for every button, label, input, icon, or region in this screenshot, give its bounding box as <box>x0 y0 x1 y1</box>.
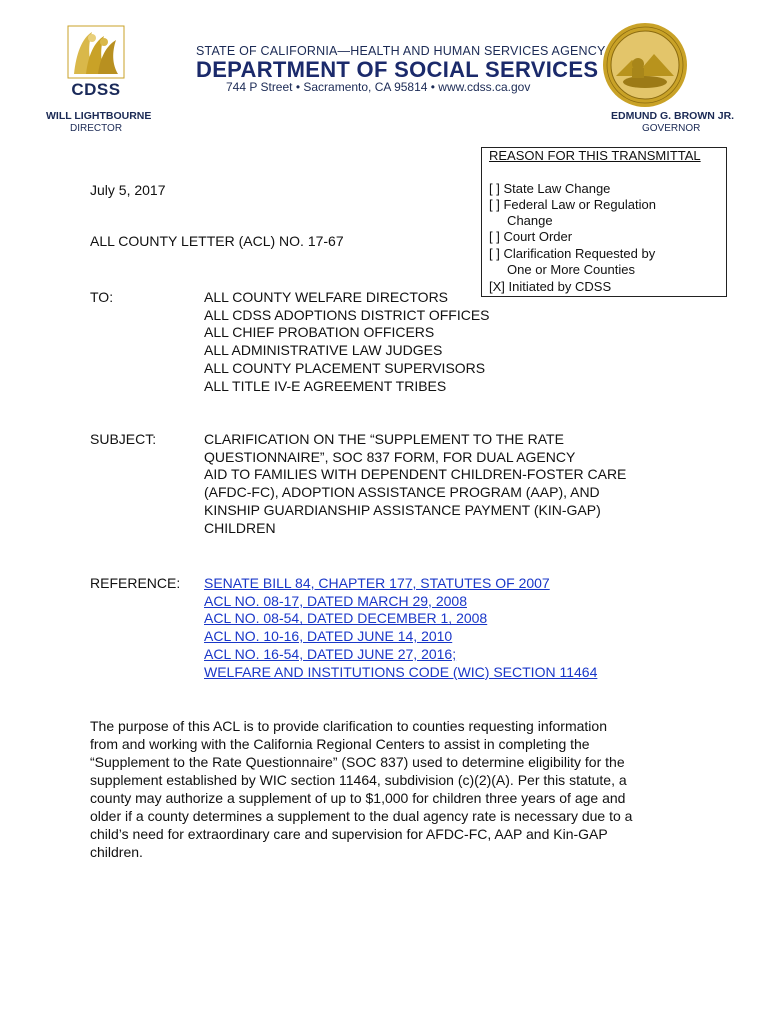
subject-label: SUBJECT: <box>90 431 157 447</box>
governor-name: EDMUND G. BROWN JR. <box>611 110 735 122</box>
subject-line: CLARIFICATION ON THE “SUPPLEMENT TO THE RATE <box>204 431 564 447</box>
director-name: WILL LIGHTBOURNE <box>46 110 152 122</box>
paragraph-line: The purpose of this ACL is to provide clarification to counties requesting information <box>90 718 607 734</box>
recipient-item: ALL COUNTY WELFARE DIRECTORS <box>204 289 449 305</box>
reason-item: Change <box>489 213 553 228</box>
director-title: DIRECTOR <box>70 123 123 134</box>
subject-line: QUESTIONNAIRE”, SOC 837 FORM, FOR DUAL AGENCY <box>204 448 576 465</box>
to-label: TO: <box>90 289 114 305</box>
subject-line: CHILDREN <box>204 519 276 536</box>
reason-item: [ ] Federal Law or Regulation <box>489 197 656 212</box>
reason-item: One or More Counties <box>489 262 635 277</box>
paragraph-line: child’s need for extraordinary care and supervision for AFDC-FC, AAP and Kin-GAP <box>90 826 608 842</box>
governor-title: GOVERNOR <box>642 123 701 134</box>
recipient-item: ALL COUNTY PLACEMENT SUPERVISORS <box>204 359 486 376</box>
paragraph-line: from and working with the California Regional Centers to assist in completing the <box>90 736 590 752</box>
subject-line: (AFDC-FC), ADOPTION ASSISTANCE PROGRAM (AAP), AND <box>204 484 600 501</box>
subject-line: AID TO FAMILIES WITH DEPENDENT CHILDREN-FOSTER CARE <box>204 466 627 483</box>
body-paragraph <box>90 717 680 861</box>
reference-link-acl-10-16[interactable]: ACL NO. 10-16, DATED JUNE 14, 2010 <box>204 628 453 645</box>
subject-text <box>204 431 674 537</box>
recipient-item: ALL CDSS ADOPTIONS DISTRICT OFFICES <box>204 306 490 323</box>
reference-label: REFERENCE: <box>90 575 181 591</box>
department-address: 744 P Street • Sacramento, CA 95814 • www.cdss.ca.gov <box>226 80 531 94</box>
reason-item: [ ] Court Order <box>489 229 573 244</box>
paragraph-line: “Supplement to the Rate Questionnaire” (SOC 837) used to determine eligibility for the <box>90 754 625 770</box>
acl-number: ALL COUNTY LETTER (ACL) NO. 17-67 <box>90 233 344 249</box>
paragraph-line: county may authorize a supplement of up to $1,000 for children three years of age and <box>90 790 626 806</box>
state-seal <box>602 22 688 108</box>
reason-item: [ ] Clarification Requested by <box>489 246 656 261</box>
agency-name: STATE OF CALIFORNIA—HEALTH AND HUMAN SERVICES AGENCY <box>196 44 606 58</box>
reason-title: REASON FOR THIS TRANSMITTAL <box>489 148 701 163</box>
subject-line: KINSHIP GUARDIANSHIP ASSISTANCE PAYMENT (KIN-GAP) <box>204 501 601 518</box>
reference-link-acl-08-54[interactable]: ACL NO. 08-54, DATED DECEMBER 1, 2008 <box>204 610 488 627</box>
reference-link-sb84[interactable]: SENATE BILL 84, CHAPTER 177, STATUTES OF 2007 <box>204 575 550 591</box>
reason-item: [X] Initiated by CDSS <box>489 279 612 294</box>
reference-list <box>204 575 597 681</box>
reference-link-acl-16-54[interactable]: ACL NO. 16-54, DATED JUNE 27, 2016; <box>204 645 457 662</box>
paragraph-line: supplement established by WIC section 11464, subdivision (c)(2)(A). Per this statute, a <box>90 772 627 788</box>
reason-item: [ ] State Law Change <box>489 181 611 196</box>
reference-link-wic-11464[interactable]: WELFARE AND INSTITUTIONS CODE (WIC) SECTION 11464 <box>204 663 598 680</box>
recipient-item: ALL TITLE IV-E AGREEMENT TRIBES <box>204 377 447 394</box>
letter-date: July 5, 2017 <box>90 182 166 198</box>
recipient-item: ALL CHIEF PROBATION OFFICERS <box>204 324 435 341</box>
recipient-item: ALL ADMINISTRATIVE LAW JUDGES <box>204 342 443 359</box>
reference-link-acl-08-17[interactable]: ACL NO. 08-17, DATED MARCH 29, 2008 <box>204 592 467 609</box>
paragraph-line: children. <box>90 844 143 860</box>
logo-text: CDSS <box>71 80 121 99</box>
paragraph-line: older if a county determines a supplement to the dual agency rate is necessary due to a <box>90 808 633 824</box>
recipient-list <box>204 289 490 395</box>
department-title: DEPARTMENT OF SOCIAL SERVICES <box>196 57 599 82</box>
